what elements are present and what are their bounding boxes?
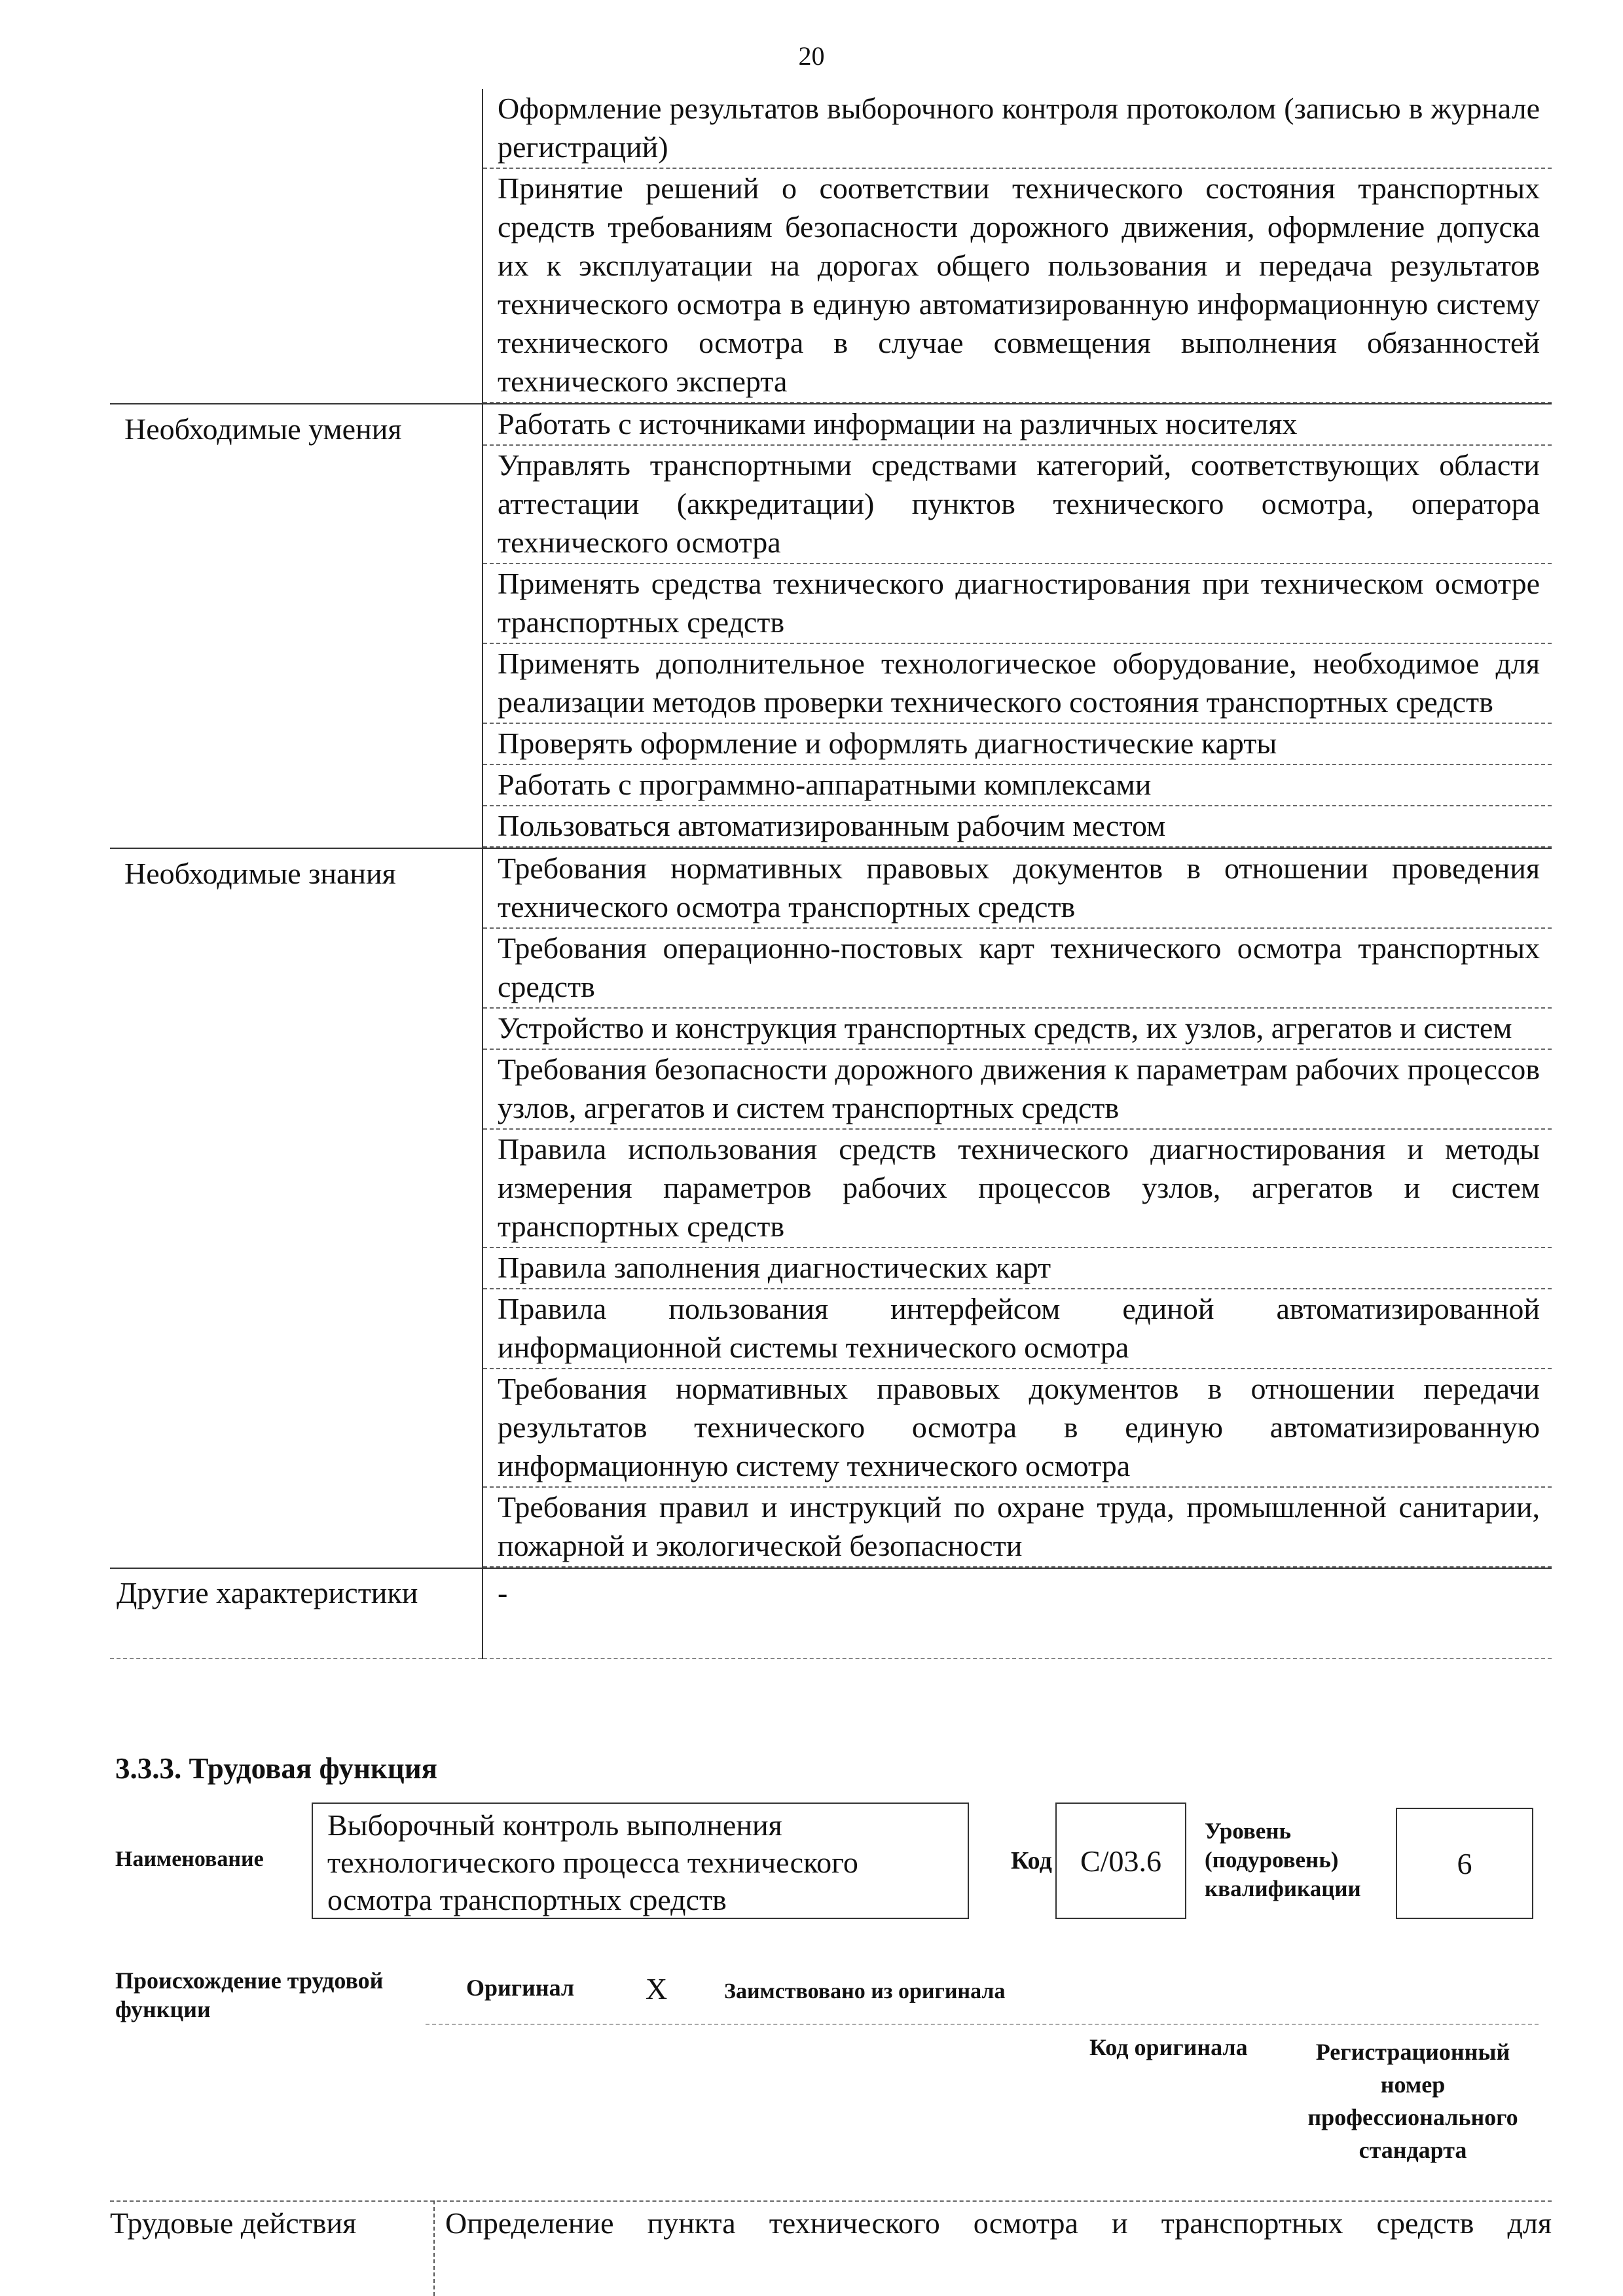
labor-action-item: Определение пункта технического осмотра и транспортных средств для bbox=[445, 2206, 1552, 2240]
list-item: Работать с источниками информации на различных носителях bbox=[483, 404, 1552, 446]
list-item: Требования безопасности дорожного движения к параметрам рабочих процессов узлов, агрегатов и систем транспортных средств bbox=[483, 1050, 1552, 1130]
row-label-empty bbox=[110, 89, 483, 404]
list-item: Управлять транспортными средствами категорий, соответствующих области аттестации (аккредитации) пунктов технического осмотра, оператора технического осмотра bbox=[483, 446, 1552, 564]
reg-number-label: Регистрационный номер профессионального стандарта bbox=[1307, 2039, 1518, 2163]
borrowed-label: Заимствовано из оригинала bbox=[724, 1979, 1006, 2003]
row-label: Необходимые умения bbox=[110, 404, 483, 848]
name-label: Наименование bbox=[115, 1847, 264, 1871]
list-item: Требования нормативных правовых документов в отношении передачи результатов технического осмотра в единую автоматизированную информационную систему технического осмотра bbox=[483, 1369, 1552, 1488]
table-row bbox=[110, 89, 1552, 169]
list-item: Требования правил и инструкций по охране труда, промышленной санитарии, пожарной и экологической безопасности bbox=[483, 1488, 1552, 1568]
row-label: Другие характеристики bbox=[110, 1568, 483, 1659]
list-item: Правила заполнения диагностических карт bbox=[483, 1248, 1552, 1289]
column-divider bbox=[433, 2200, 435, 2296]
list-item: Работать с программно-аппаратными комплексами bbox=[483, 765, 1552, 806]
code-original-label: Код оригинала bbox=[1089, 2034, 1248, 2060]
original-label: Оригинал bbox=[466, 1975, 575, 2001]
function-name-box: Выборочный контроль выполнения технологического процесса технического осмотра транспортных средств bbox=[312, 1803, 969, 1919]
code-box: C/03.6 bbox=[1055, 1803, 1186, 1919]
original-mark: X bbox=[646, 1972, 668, 2005]
table-row bbox=[110, 1568, 1552, 1659]
registration-divider bbox=[426, 2024, 1539, 2025]
row-divider bbox=[110, 2200, 1552, 2202]
list-item: Правила пользования интерфейсом единой автоматизированной информационной системы технического осмотра bbox=[483, 1289, 1552, 1369]
section-title: 3.3.3. Трудовая функция bbox=[115, 1752, 438, 1785]
labor-actions-label: Трудовые действия bbox=[110, 2206, 357, 2240]
list-item: Применять средства технического диагностирования при техническом осмотре транспортных средств bbox=[483, 564, 1552, 644]
other-value: - bbox=[483, 1568, 1552, 1659]
list-item: Проверять оформление и оформлять диагностические карты bbox=[483, 724, 1552, 765]
code-label: Код bbox=[1011, 1847, 1052, 1874]
page-number: 20 bbox=[798, 41, 825, 71]
list-item: Правила использования средств технического диагностирования и методы измерения параметров рабочих процессов узлов, агрегатов и систем транспортных средств bbox=[483, 1130, 1552, 1248]
list-item: Устройство и конструкция транспортных средств, их узлов, агрегатов и систем bbox=[483, 1009, 1552, 1050]
level-label: Уровень (подуровень) квалификации bbox=[1205, 1818, 1361, 1901]
origin-label: Происхождение трудовой функции bbox=[115, 1967, 384, 2022]
list-item: Оформление результатов выборочного контроля протоколом (записью в журнале регистраций) bbox=[483, 89, 1552, 169]
table-row bbox=[110, 848, 1552, 929]
row-label: Необходимые знания bbox=[110, 848, 483, 1568]
level-box: 6 bbox=[1396, 1808, 1533, 1919]
list-item: Применять дополнительное технологическое оборудование, необходимое для реализации методов проверки технического состояния транспортных средств bbox=[483, 644, 1552, 724]
requirements-table bbox=[110, 89, 1552, 1659]
list-item: Принятие решений о соответствии технического состояния транспортных средств требованиям безопасности дорожного движения, оформление допуска их к эксплуатации на дорогах общего пользования и передача результатов технического осмотра в единую автоматизированную информационную систему технического осмотра в случае совмещения выполнения обязанностей технического эксперта bbox=[483, 169, 1552, 403]
table-row bbox=[110, 404, 1552, 446]
list-item: Пользоваться автоматизированным рабочим местом bbox=[483, 806, 1552, 848]
list-item: Требования операционно-постовых карт технического осмотра транспортных средств bbox=[483, 929, 1552, 1009]
labor-actions-row bbox=[110, 2200, 1552, 2296]
list-item: Требования нормативных правовых документов в отношении проведения технического осмотра транспортных средств bbox=[483, 849, 1552, 929]
